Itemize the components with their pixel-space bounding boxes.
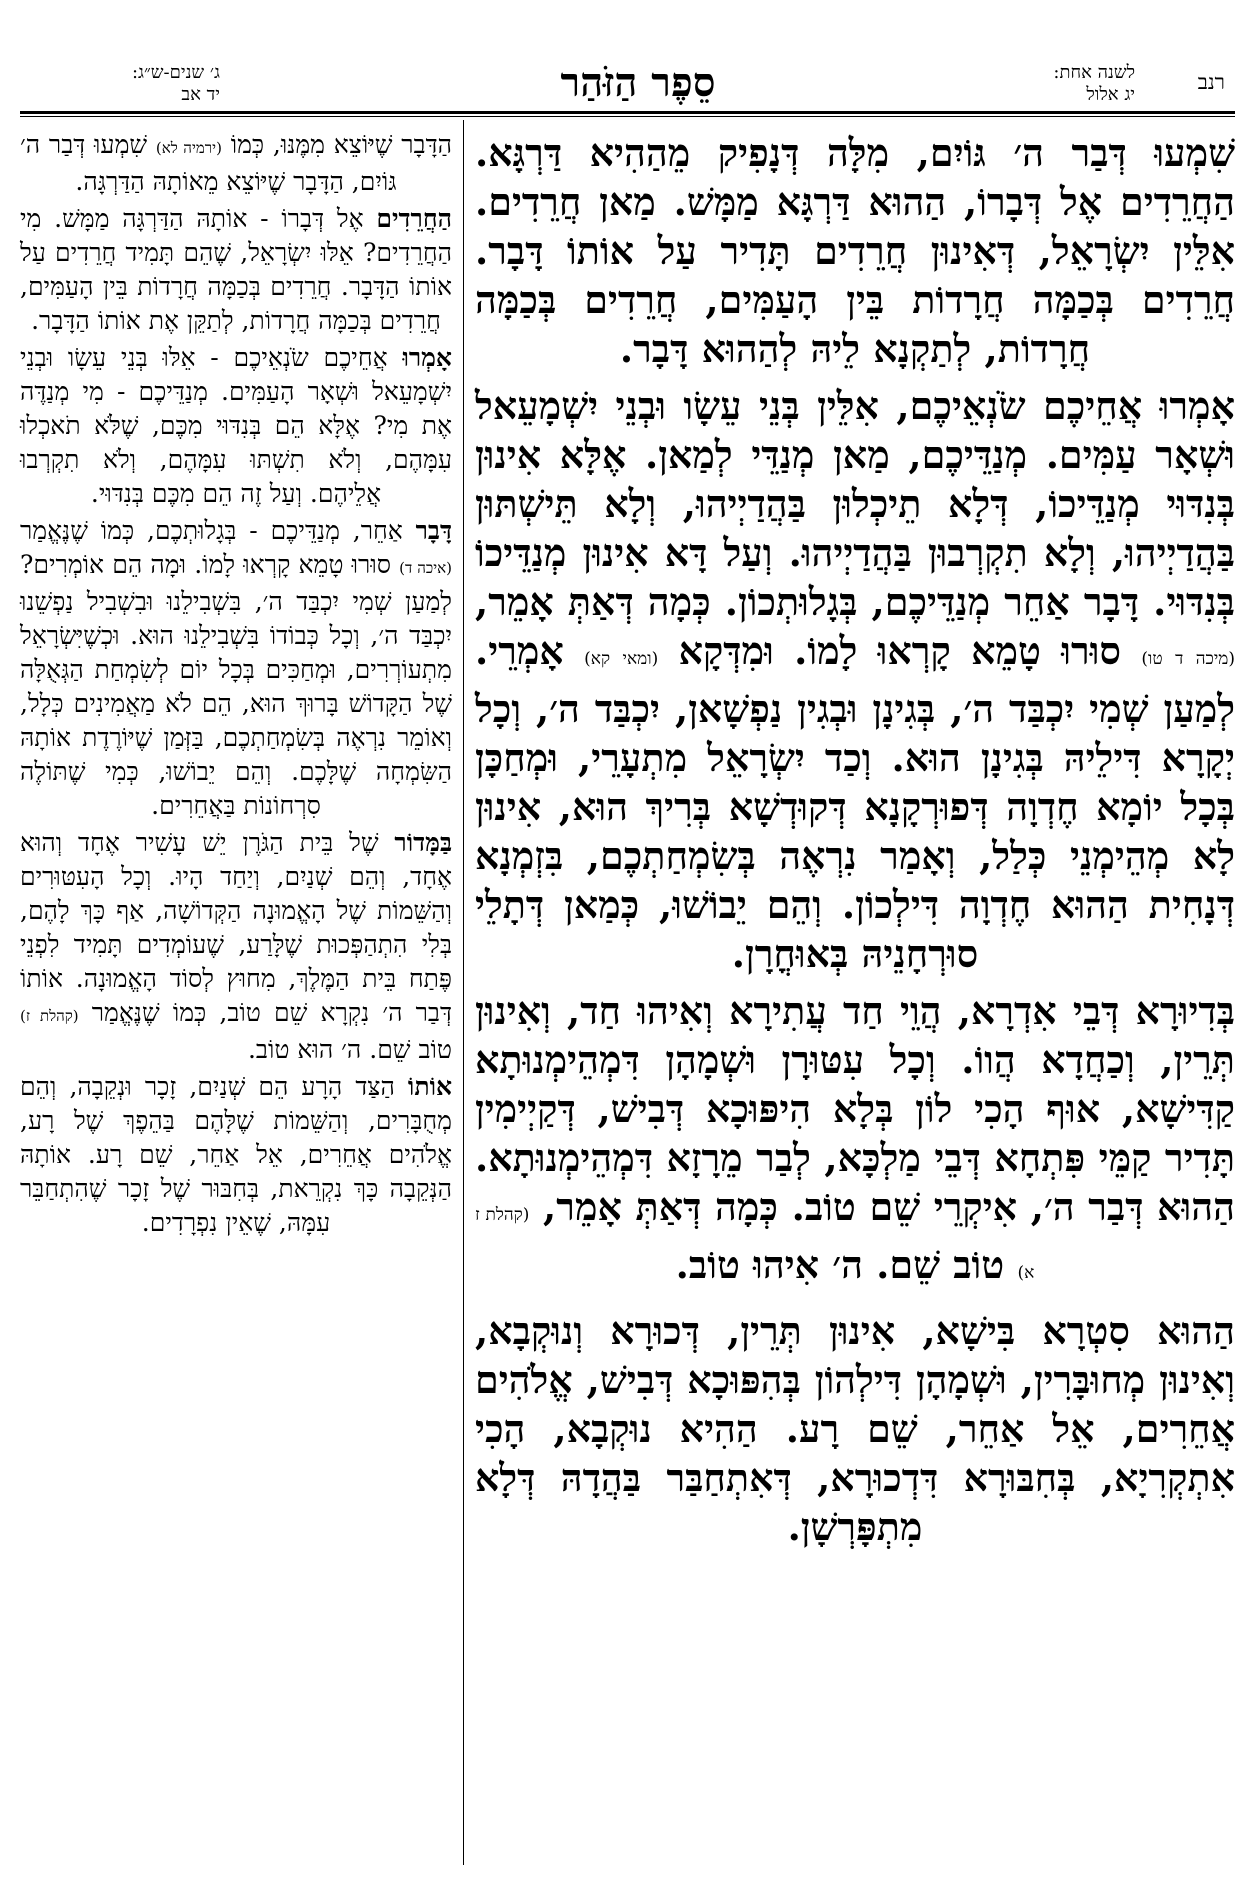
main-text: אָמְרֵי. לְמַעַן שְׁמִי יִכְבַּד ה׳, בְּגִינָן וּבְגִין נַפְשָׁאן, יִכְבַּד ה׳, וְכָל יְקָרָא דִּילֵיהּ בְּגִינָן הוּא. וְכַד יִשְׂרָאֵל מִתְעָרֵי, וּמְחַכָּן בְּכָל יוֹמָא חֶדְוָה דְּפוּרְקָנָא דְּקוּדְשָׁא בְּרִיךְ הוּא, אִינוּן לָא מְהֵימְנֵי כְּלַל, וְאָמַר נִרְאֶה בְּשִׂמְחַתְכֶם, בִּזְמְנָא דְּנָחִית הַהוּא חֶדְוָה דִּילְכוֹן. וְהֵם יֵבוֹשׁוּ, כְּמַאן דְּתָלֵי סוּרְחָנֵיהּ בְּאוּחֳרָן. <box>475 628 1235 976</box>
commentary-text: אֲחֵיכֶם שֹׂנְאֵיכֶם - אֵלּוּ בְּנֵי עֵשָׂו וּבְנֵי יִשְׁמָעֵאל וּשְׁאָר הָעַמִּים. מְנַדֵּיכֶם - מִי מְנַדֶּה אֶת מִי? אֶלָּא הֵם בְּנִדּוּי מִכֶּם, שֶׁלֹּא תֹאכְלוּ עִמָּהֶם, וְלֹא תִשְׁתּוּ עִמָּהֶם, וְלֹא תִקְרְבוּ אֲלֵיהֶם. וְעַל זֶה הֵם מִכֶּם בְּנִדּוּי. <box>20 343 452 508</box>
main-text: אָמְרוּ אֲחֵיכֶם שֹׂנְאֵיכֶם, אִלֵּין בְּנֵי עֵשָׂו וּבְנֵי יִשְׁמָעֵאל וּשְׁאָר עַמִּים. מְנַדֵּיכֶם, מַאן מְנַדֵּי לְמַאן. אֶלָּא אִינוּן בְּנִדּוּי מְנַדֵּיכוֹ, דְּלָא תֵיכְלוּן בַּהֲדַיְיהוּ, וְלָא תֵּישְׁתּוּן בַּהֲדַיְיהוּ, וְלָא תִקְרְבוּן בַּהֲדַיְיהוּ. וְעַל דָּא אִינוּן מְנַדֵּיכוֹ בְּנִדּוּי. דָּבָר אַחֵר מְנַדֵּיכֶם, בְּגָלוּתְכוֹן. כְּמָה דְּאַתְּ אָמֵר, <box>475 383 1235 624</box>
main-text-column <box>475 128 1235 1559</box>
commentary-text: הַצַּד הָרָע הֵם שְׁנַיִם, זָכָר וּנְקֵבָה, וְהֵם מְחֻבָּרִים, וְהַשֵּׁמוֹת שֶׁלָּהֶם בַּהֵפֶךְ שֶׁל רָע, אֱלֹהִים אֲחֵרִים, אֵל אַחֵר, שֵׁם רָע. אוֹתָהּ הַנְּקֵבָה כָּךְ נִקְרֵאת, בְּחִבּוּר שֶׁל זָכָר שֶׁהִתְחַבֵּר עִמָּהּ, שֶׁאֵין נִפְרָדִים. <box>20 1072 452 1237</box>
main-paragraph: שִׁמְעוּ דְּבַר ה׳ גּוֹיִם, מִלָּה דְּנָפִיק מֵהַהִיא דַּרְגָּא. הַחֲרֵדִים אֶל דְּבָרוֹ, הַהוּא דַּרְגָּא מַמָּשׁ. מַאן חֲרֵדִים. אִלֵּין יִשְׂרָאֵל, דְּאִינוּן חֲרֵדִים תָּדִיר עַל אוֹתוֹ דָּבָר. חֲרֵדִים בְּכַמָּה חֲרָדוֹת בֵּין הָעַמִּים, חֲרֵדִים בְּכַמָּה חֲרָדוֹת, לְתַקְנָא לֵיהּ לְהַהוּא דָּבָר. <box>475 130 1235 371</box>
verse-reference: (מיכה ד טו) <box>1141 649 1235 669</box>
lead-word: דָּבָר <box>415 516 452 545</box>
header-rule-thin <box>20 116 1235 117</box>
header-left-date <box>20 62 220 106</box>
lead-word: אָמְרוּ <box>402 343 452 372</box>
main-paragraph: הַהוּא סִטְרָא בִּישָׁא, אִינוּן תְּרֵין, דְּכוּרָא וְנוּקְבָא, וְאִינוּן מְחוּבָּרִין, וּשְׁמָהָן דִּילְהוֹן בְּהִפּוּכָא דְּבִישׁ, אֱלֹהִים אֲחֵרִים, אֵל אַחֵר, שֵׁם רָע. הַהִיא נוּקְבָא, הָכִי אִתְקְרִיָא, בְּחִבּוּרָא דִּדְכוּרָא, דְּאִתְחַבַּר בַּהֲדָהּ דְּלָא מִתְפָּרְשָׁן. <box>475 1308 1235 1549</box>
header-right-date <box>985 62 1135 106</box>
commentary-paragraph <box>20 341 452 511</box>
page-number: רנב <box>1197 70 1225 94</box>
lead-word: אוֹתוֹ <box>407 1072 453 1101</box>
commentary-paragraph <box>20 826 452 1067</box>
main-text: בְּדִיוּרָא דְּבֵי אִדְרָא, הֲוֵי חַד עֲתִירָא וְאִיהוּ חַד, וְאִינוּן תְּרֵין, וְכַחֲדָא הֲווֹ. וְכָל עִטּוּרָן וּשְׁמָהָן דִּמְהֵימְנוּתָא קַדִּישָׁא, אוּף הָכִי לוֹן בְּלָא הִיפּוּכָא דְּבִישׁ, דְּקַיְימִין תָּדִיר קַמֵּי פִּתְחָא דְּבֵי מַלְכָּא, לְבַר מֵרָזָא דִּמְהֵימְנוּתָא. הַהוּא דְּבַר ה׳, אִיקְרֵי שֵׁם טוֹב. כְּמָה דְּאַתְּ אָמֵר, <box>475 988 1235 1229</box>
main-paragraph <box>475 986 1235 1298</box>
commentary-text: שִׁמְעוּ דְּבַר ה׳ גּוֹיִם, הַדָּבָר שֶׁיּוֹצֵא מֵאוֹתָהּ הַדַּרְגָּה. <box>20 130 397 196</box>
date-left: יד אב <box>181 84 220 105</box>
verse-reference: (קהלת ז) <box>20 1007 79 1025</box>
commentary-text: הַדָּבָר שֶׁיּוֹצֵא מִמֶּנּוּ, כְּמוֹ <box>230 130 452 159</box>
main-text: טוֹב שֵׁם. ה׳ אִיהוּ טוֹב. <box>675 1242 1005 1287</box>
commentary-text: אֶל דְּבָרוֹ - אוֹתָהּ הַדַּרְגָּה מַמָּשׁ. מִי הַחֲרֵדִים? אֵלּוּ יִשְׂרָאֵל, שֶׁהֵם תָּמִיד חֲרֵדִים עַל אוֹתוֹ הַדָּבָר. חֲרֵדִים בְּכַמָּה חֲרָדוֹת בֵּין הָעַמִּים, חֲרֵדִים בְּכַמָּה חֲרָדוֹת, לְתַקֵּן אֶת אוֹתוֹ הַדָּבָר. <box>20 204 452 335</box>
commentary-text: טוֹב שֵׁם. ה׳ הוּא טוֹב. <box>247 1035 452 1064</box>
commentary-paragraph <box>20 514 452 823</box>
commentary-text: שֶׁל בֵּית הַגֹּרֶן יֵשׁ עָשִׁיר אֶחָד וְהוּא אֶחָד, וְהֵם שְׁנַיִם, וְיַחַד הָיוּ. וְכָל הָעִטּוּרִים וְהַשֵּׁמוֹת שֶׁל הָאֱמוּנָה הַקְּדוֹשָׁה, אַף כָּךְ לָהֶם, בְּלִי הִתְהַפְּכוּת שֶׁלָּרַע, שֶׁעוֹמְדִים תָּמִיד לִפְנֵי פֶּתַח בֵּית הַמֶּלֶךְ, מִחוּץ לְסוֹד הָאֱמוּנָה. אוֹתוֹ דְּבַר ה׳ נִקְרָא שֵׁם טוֹב, כְּמוֹ שֶׁנֶּאֱמַר <box>20 828 452 1027</box>
column-divider <box>463 120 464 1865</box>
header-rule <box>20 111 1235 114</box>
lead-word: בַּמָּדוֹר <box>394 828 452 857</box>
main-text: סוּרוּ טָמֵא קָרְאוּ לָמוֹ. וּמִדְּקָא <box>678 628 1122 673</box>
commentary-paragraph <box>20 128 452 199</box>
commentary-text: סוּרוּ טָמֵא קָרְאוּ לָמוֹ. וּמָה הֵם אוֹמְרִים? לְמַעַן שְׁמִי יִכְבַּד ה׳, בִּשְׁבִילֵנוּ וּבִשְׁבִיל נַפְשֵׁנוּ יִכְבַּד ה׳, וְכָל כְּבוֹדוֹ בִּשְׁבִילֵנוּ הוּא. וּכְשֶׁיִּשְׂרָאֵל מִתְעוֹרְרִים, וּמְחַכִּים בְּכָל יוֹם לְשִׂמְחַת הַגְּאֻלָּה שֶׁל הַקָּדוֹשׁ בָּרוּךְ הוּא, הֵם לֹא מַאֲמִינִים כְּלָל, וְאוֹמֵר נִרְאֶה בְּשִׂמְחַתְכֶם, בַּזְּמַן שֶׁיּוֹרֶדֶת אוֹתָהּ הַשִּׂמְחָה שֶׁלָּכֶם. וְהֵם יֵבוֹשׁוּ, כְּמִי שֶׁתּוֹלֶה סִרְחוֹנוֹת בַּאֲחֵרִים. <box>20 550 452 820</box>
commentary-paragraph <box>20 1070 452 1240</box>
parasha-label: ג׳ שנים-ש״ג: <box>131 62 220 83</box>
lead-word: הַחֲרֵדִים <box>376 204 452 233</box>
date-right: יג אלול <box>1086 84 1135 105</box>
commentary-text: אַחֵר, מְנַדֵּיכֶם - בְּגָלוּתְכֶם, כְּמוֹ שֶׁנֶּאֱמַר <box>20 516 403 545</box>
commentary-paragraph <box>20 202 452 338</box>
verse-reference: (ירמיה לא) <box>155 139 222 157</box>
verse-reference: (ומאי קא) <box>584 649 659 669</box>
verse-reference: (איכה ד) <box>399 559 452 577</box>
book-title: סֵפֶר הַזֹּהַר <box>560 59 716 106</box>
verse-reference: (קהלת ז א) <box>475 1205 1035 1283</box>
main-paragraph <box>475 381 1235 978</box>
year-label: לשנה אחת: <box>1053 62 1135 83</box>
commentary-column <box>20 128 452 1243</box>
